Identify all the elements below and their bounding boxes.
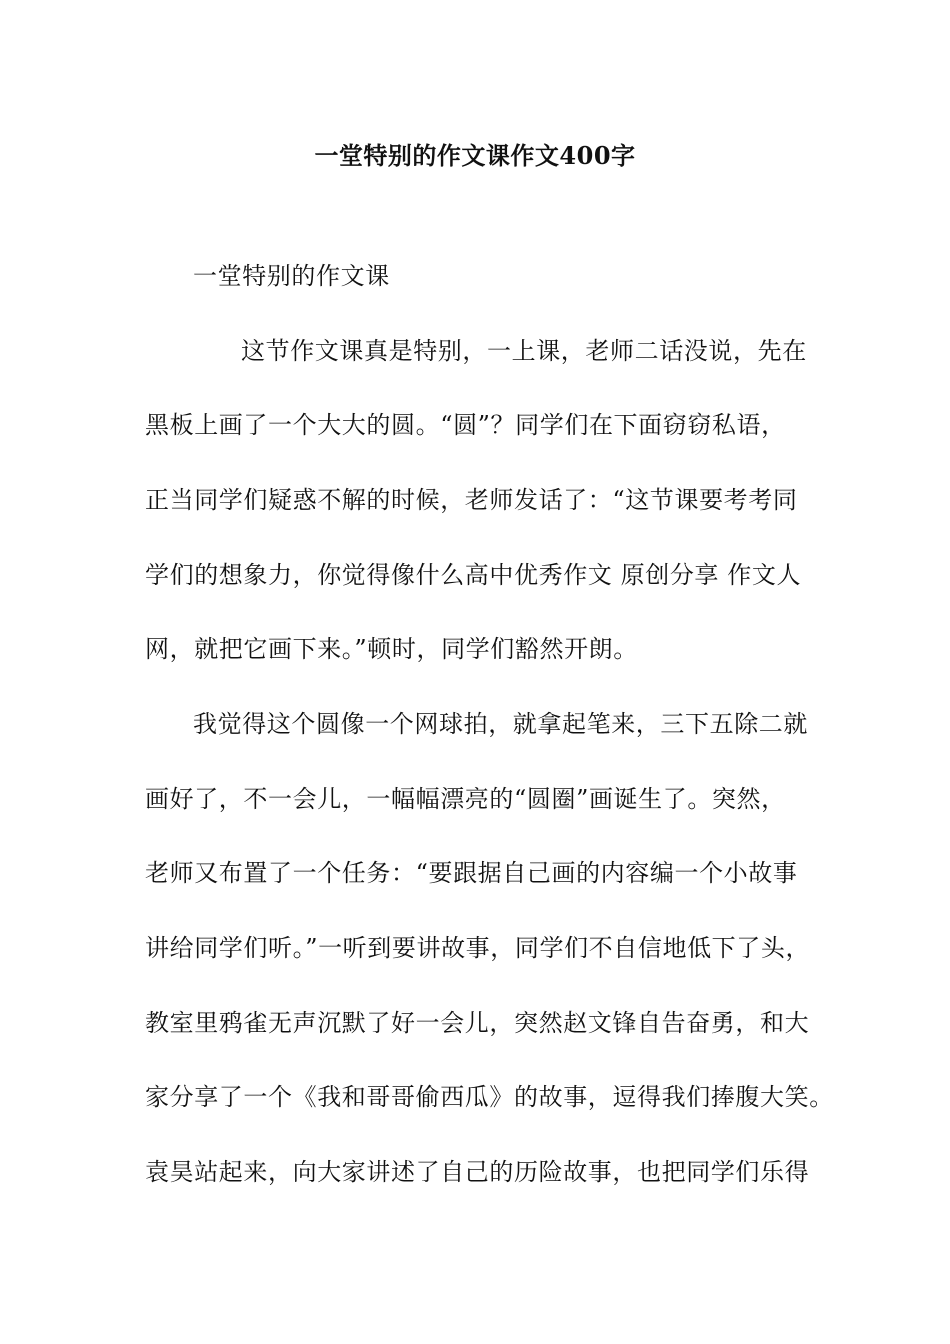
document-title: 一堂特别的作文课作文400字: [314, 141, 636, 170]
paragraph-line: 袁昊站起来，向大家讲述了自己的历险故事，也把同学们乐得: [145, 1158, 810, 1186]
paragraph-line: 老师又布置了一个任务：“要跟据自己画的内容编一个小故事: [145, 859, 798, 887]
paragraph-line: 这节作文课真是特别，一上课，老师二话没说，先在: [241, 337, 807, 365]
paragraph-line: 正当同学们疑惑不解的时候，老师发话了：“这节课要考考同: [145, 486, 798, 514]
paragraph-line: 我觉得这个圆像一个网球拍，就拿起笔来，三下五除二就: [193, 710, 808, 738]
paragraph-line: 黑板上画了一个大大的圆。“圆”？同学们在下面窃窃私语，: [145, 411, 786, 439]
paragraph-line: 讲给同学们听。”一听到要讲故事，同学们不自信地低下了头，: [145, 934, 811, 962]
paragraph-line: 家分享了一个《我和哥哥偷西瓜》的故事，逗得我们捧腹大笑。: [145, 1083, 834, 1111]
paragraph-line: 画好了，不一会儿，一幅幅漂亮的“圆圈”画诞生了。突然，: [145, 785, 786, 813]
paragraph-line: 网，就把它画下来。”顿时，同学们豁然开朗。: [145, 635, 638, 663]
paragraph-line: 教室里鸦雀无声沉默了好一会儿，突然赵文锋自告奋勇，和大: [145, 1009, 810, 1037]
essay-subtitle: 一堂特别的作文课: [193, 262, 390, 290]
paragraph-line: 学们的想象力，你觉得像什么高中优秀作文 原创分享 作文人: [145, 561, 802, 589]
